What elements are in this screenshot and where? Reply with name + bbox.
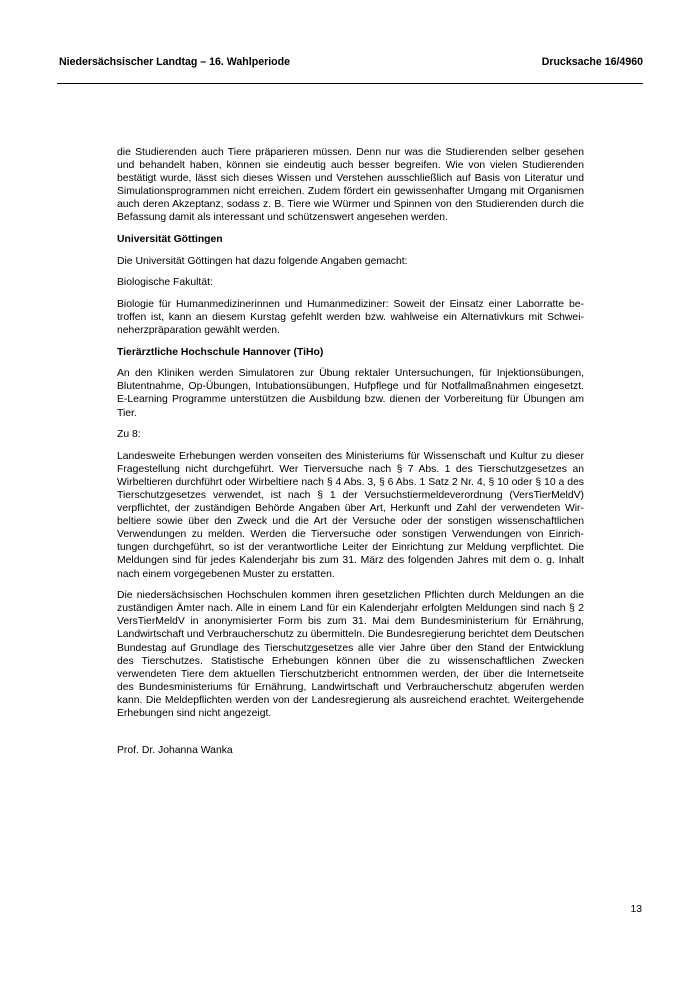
paragraph-goettingen-intro: Die Universität Göttingen hat dazu folgende Angaben gemacht: bbox=[117, 255, 408, 267]
heading-universitaet-goettingen: Universität Göttingen bbox=[117, 234, 223, 246]
page-header bbox=[59, 56, 643, 74]
heading-tiho: Tierärztliche Hochschule Hannover (TiHo) bbox=[117, 346, 324, 358]
document-body bbox=[117, 146, 584, 766]
signature: Prof. Dr. Johanna Wanka bbox=[117, 745, 233, 757]
paragraph-zu-8: Zu 8: bbox=[117, 429, 141, 441]
document-number: Drucksache 16/4960 bbox=[541, 56, 643, 68]
paragraph-tiho-simulatoren: An den Kliniken werden Simulatoren zur Übung rektaler Untersuchungen, für Injektionsübungen, Blutentnahme, Op-Übungen, Intubationsübungen, Hufpflege und für Notfallmaßnahmen eingesetzt. E-Learning Programme unterstützen die Ausbildung bzw. dienen der Vorbereitung für Übungen am Tier. bbox=[117, 368, 584, 419]
paragraph-biologische-fakultaet: Biologische Fakultät: bbox=[117, 277, 213, 289]
page-number: 13 bbox=[630, 904, 642, 915]
header-divider bbox=[57, 83, 643, 84]
paragraph-biologie-humanmedizin: Biologie für Humanmedizinerinnen und Humanmediziner: Soweit der Einsatz einer Laborratte betroffen ist, kann an diesem Kurstag gefehlt werden bzw. wahlweise ein Alternativkurs mit Schweineherzpräparation gewählt werden. bbox=[117, 298, 584, 337]
paragraph-landesweite-erhebungen: Landesweite Erhebungen werden vonseiten des Ministeriums für Wissenschaft und Kultur zu dieser Fragestellung nicht durchgeführt. Wer Tierversuche nach § 7 Abs. 1 des Tierschutzgesetzes an Wirbeltieren durchführt oder Wirbeltiere nach § 4 Abs. 3, § 6 Abs. 1 Satz 2 Nr. 4, § 10 oder § 10 a des Tierschutzgesetzes verwendet, ist nach § 1 der Versuchstiermeldeverordnung (VersTierMeldV) verpflichtet, der zuständigen Behörde Angaben über Art, Herkunft und Zahl der verwendeten Wirbeltiere sowie über den Zweck und die Art der Versuche oder der sonstigen wissenschaftlichen Verwendungen zu melden. Werden die Tierversuche oder sonstigen Verwendungen von Einrichtungen durchgeführt, so ist der verantwortliche Leiter der Einrichtung zur Meldung verpflichtet. Die Meldungen sind für jedes Kalenderjahr bis zum 31. März des folgenden Jahres mit dem o. g. Inhalt nach einem vorgegebenen Muster zu erstatten. bbox=[117, 450, 584, 580]
parliament-title: Niedersächsischer Landtag – 16. Wahlperiode bbox=[59, 56, 290, 68]
paragraph-hochschulen-meldungen: Die niedersächsischen Hochschulen kommen ihren gesetzlichen Pflichten durch Meldungen an die zuständigen Ämter nach. Alle in einem Land für ein Kalenderjahr erfolgten Meldungen sind nach § 2 VersTierMeldV in anonymisierter Form bis zum 31. Mai dem Bundesministerium für Ernährung, Landwirtschaft und Verbraucherschutz zu übermitteln. Die Bundesregierung berichtet dem Deutschen Bundestag auf Grundlage des Tierschutzgesetzes alle vier Jahre über den Stand der Entwicklung des Tierschutzes. Statistische Erhebungen können über die zu wissenschaftlichen Zwecken verwendeten Tiere dem aktuellen Tierschutzbericht entnommen werden, der über die Internetseite des Bundesministeriums für Ernährung, Landwirtschaft und Verbraucherschutz abgerufen werden kann. Die Meldepflichten werden von der Landesregierung als ausreichend erachtet. Weitergehende Erhebungen sind nicht angezeigt. bbox=[117, 590, 584, 719]
paragraph-students-dissection: die Studierenden auch Tiere präparieren müssen. Denn nur was die Studierenden selber gesehen und behandelt haben, können sie eindeutig auch besser begreifen. Wie von vielen Studierenden bestätigt wurde, lässt sich dieses Wissen und Verstehen ausschließlich auf Basis von Literatur und Simulationsprogrammen nicht erreichen. Zudem fördert ein gewissenhafter Umgang mit Organismen auch deren Akzeptanz, sodass z. B. Tiere wie Würmer und Spinnen von den Studierenden durch die Befassung damit als interessant und schützenswert angesehen werden. bbox=[117, 147, 584, 224]
